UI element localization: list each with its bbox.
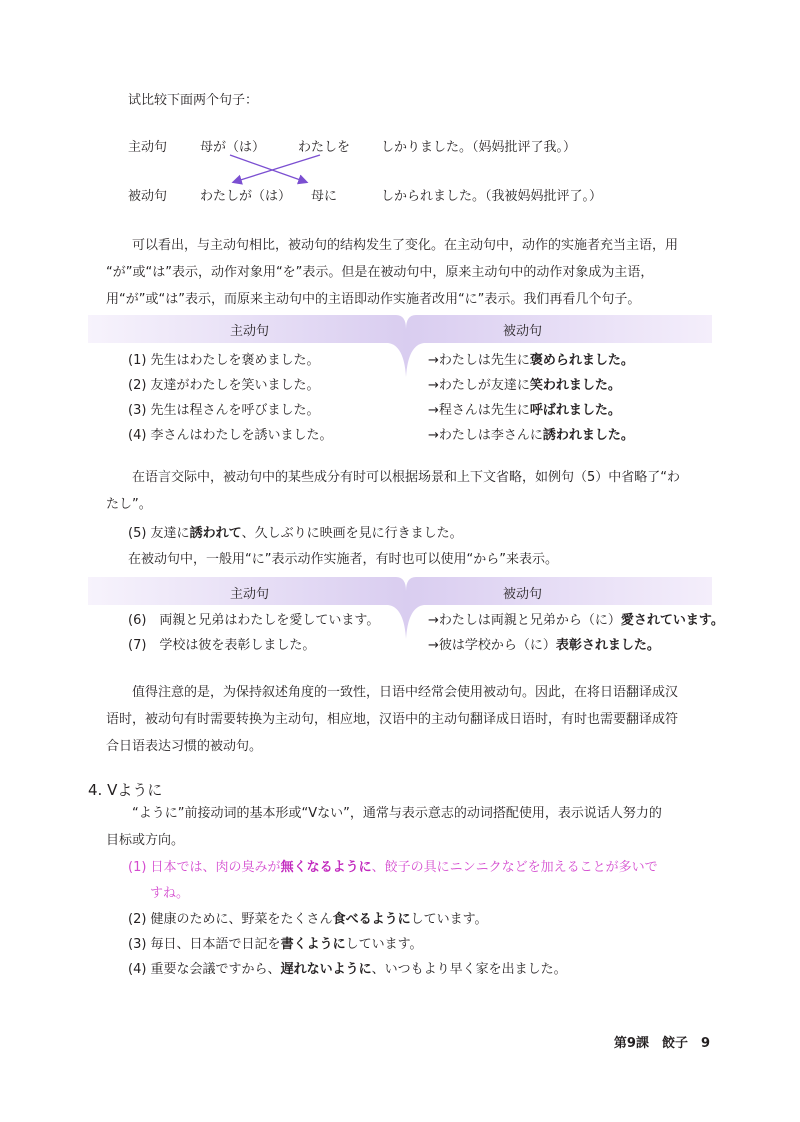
table-2-row-1-passive xyxy=(428,609,724,628)
section-4-example-4 xyxy=(128,958,567,977)
cross-arrows xyxy=(220,152,350,186)
section-4-title: 4. Vように xyxy=(88,781,163,799)
paragraph-1-line-1: 可以看出，与主动句相比，被动句的结构发生了变化。在主动句中，动作的实施者充当主语，用 xyxy=(132,238,679,253)
arrow-subject-to-agent xyxy=(230,155,306,182)
passive-prefix: →わたしは李さんに xyxy=(428,428,543,443)
passive-verb-bold: 誘われました。 xyxy=(542,428,634,443)
example-bold: 食べるように xyxy=(332,912,411,927)
intro-text: 试比较下面两个句子： xyxy=(128,93,259,108)
table-2-head-passive: 被动句 xyxy=(503,587,543,602)
passive-verb-bold: 褒められました。 xyxy=(529,353,634,368)
passive-verb-bold: 呼ばれました。 xyxy=(529,403,621,418)
table-2-row-1-active: (6) 両親と兄弟はわたしを愛しています。 xyxy=(128,613,380,628)
active-object: わたしを xyxy=(298,140,351,155)
table-1-row-4-active: (4) 李さんはわたしを誘いました。 xyxy=(128,428,333,443)
page-footer: 第9課 餃子 9 xyxy=(613,1036,710,1051)
example-suffix: しています。 xyxy=(345,937,423,952)
example-5 xyxy=(128,522,463,541)
arrow-object-to-subject xyxy=(234,155,320,182)
example-bold: 書くように xyxy=(280,937,346,952)
passive-prefix: →彼は学校から（に） xyxy=(428,638,556,653)
example-prefix: (2) 健康のために、野菜をたくさん xyxy=(128,912,333,927)
active-verb: しかりました。（妈妈批评了我。） xyxy=(381,140,577,155)
paragraph-1 xyxy=(106,232,710,313)
paragraph-2-line-1: 在语言交际中，被动句中的某些成分有时可以根据场景和上下文省略，如例句（5）中省略了“わ xyxy=(132,470,681,485)
active-subject: 母が（は） xyxy=(200,140,266,155)
table-2-row-2-passive xyxy=(428,634,660,653)
passive-prefix: →わたしは先生に xyxy=(428,353,530,368)
passive-verb-bold: 表彰されました。 xyxy=(555,638,660,653)
section-4-desc-line-2: 目标或方向。 xyxy=(106,833,185,848)
example-bold: 無くなるように xyxy=(280,860,372,875)
example-suffix: しています。 xyxy=(410,912,488,927)
table-1-row-3-active: (3) 先生は程さんを呼びました。 xyxy=(128,403,320,418)
table-2-row-2-active: (7) 学校は彼を表彰しました。 xyxy=(128,638,316,653)
paragraph-1-line-2: “が”或“は”表示，动作对象用“を”表示。但是在被动句中，原来主动句中的动作对象成为主语， xyxy=(106,265,654,280)
table-1-row-1-active: (1) 先生はわたしを褒めました。 xyxy=(128,353,320,368)
example-5-bold: 誘われて xyxy=(189,526,242,541)
paragraph-2-line-2: たし”。 xyxy=(106,497,152,512)
section-4-example-3 xyxy=(128,933,423,952)
section-4-example-1 xyxy=(128,856,658,875)
passive-verb-bold: 愛されています。 xyxy=(620,613,724,628)
example-suffix: 、餃子の具にニンニクなどを加えることが多いで xyxy=(371,860,658,875)
passive-prefix: →わたしは両親と兄弟から（に） xyxy=(428,613,621,628)
table-1-head-active: 主动句 xyxy=(230,324,270,339)
example-prefix: (3) 毎日、日本語で日記を xyxy=(128,937,281,952)
paragraph-2 xyxy=(106,464,710,518)
passive-agent: 母に xyxy=(311,189,338,204)
section-4-example-1-line-2: すね。 xyxy=(150,886,190,901)
passive-subject: わたしが（は） xyxy=(200,189,292,204)
passive-label: 被动句 xyxy=(128,189,168,204)
table-1-row-2-passive xyxy=(428,374,621,393)
passive-prefix: →わたしが友達に xyxy=(428,378,530,393)
section-4-desc-line-1: “ように”前接动词的基本形或“Vない”，通常与表示意志的动词搭配使用，表示说话人努力的 xyxy=(132,806,662,821)
active-label: 主动句 xyxy=(128,140,168,155)
example-suffix: 、いつもより早く家を出ました。 xyxy=(371,962,567,977)
table-1-row-3-passive xyxy=(428,399,621,418)
paragraph-1-line-3: 用“が”或“は”表示，而原来主动句中的主语即动作实施者改用“に”表示。我们再看几个句子。 xyxy=(106,292,641,307)
example-5-prefix: (5) 友達に xyxy=(128,526,190,541)
example-bold: 遅れないように xyxy=(280,962,372,977)
paragraph-3: 在被动句中，一般用“に”表示动作实施者，有时也可以使用“から”来表示。 xyxy=(128,552,558,567)
table-1-row-2-active: (2) 友達がわたしを笑いました。 xyxy=(128,378,320,393)
table-1-head-passive: 被动句 xyxy=(503,324,543,339)
passive-verb-bold: 笑われました。 xyxy=(529,378,621,393)
paragraph-4 xyxy=(106,679,710,760)
paragraph-4-line-2: 语时，被动句有时需要转换为主动句，相应地，汉语中的主动句翻译成日语时，有时也需要翻译成符 xyxy=(106,712,679,727)
paragraph-4-line-3: 合日语表达习惯的被动句。 xyxy=(106,739,263,754)
example-prefix: (1) 日本では、肉の臭みが xyxy=(128,860,281,875)
paragraph-4-line-1: 值得注意的是，为保持叙述角度的一致性，日语中经常会使用被动句。因此，在将日语翻译成汉 xyxy=(132,685,679,700)
example-prefix: (4) 重要な会議ですから、 xyxy=(128,962,281,977)
section-4-example-2 xyxy=(128,908,488,927)
section-4-description xyxy=(106,800,710,854)
passive-verb: しかられました。（我被妈妈批评了。） xyxy=(381,189,603,204)
table-1-row-1-passive xyxy=(428,349,634,368)
table-2-head-active: 主动句 xyxy=(230,587,270,602)
passive-prefix: →程さんは先生に xyxy=(428,403,530,418)
example-5-suffix: 、久しぶりに映画を見に行きました。 xyxy=(241,526,463,541)
table-1-row-4-passive xyxy=(428,424,634,443)
